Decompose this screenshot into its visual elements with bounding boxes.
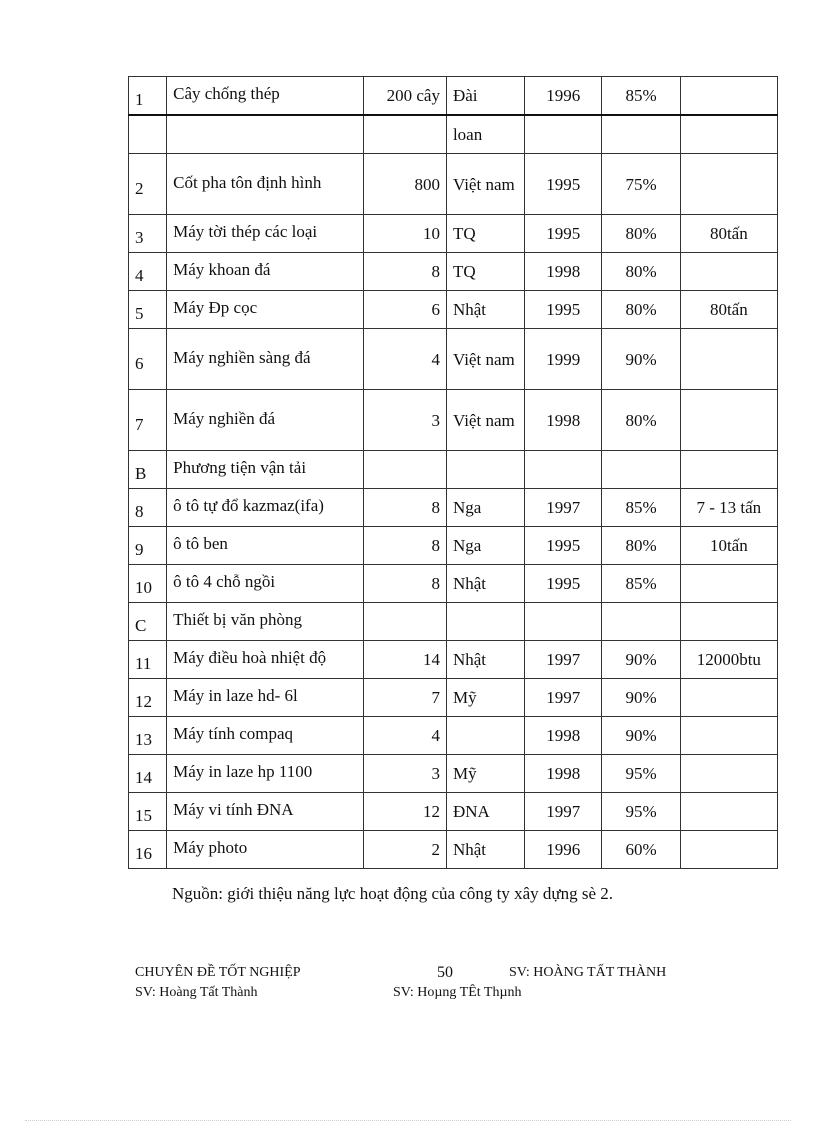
- cell-origin: Việt nam: [446, 329, 524, 390]
- cell-quantity: 10: [363, 215, 446, 253]
- cell-origin: Nhật: [446, 641, 524, 679]
- table-row: [129, 793, 778, 831]
- cell-year: 1998: [525, 755, 602, 793]
- table-row: [129, 755, 778, 793]
- cell-quantity: 12: [363, 793, 446, 831]
- cell-origin: Nhật: [446, 291, 524, 329]
- cell-remaining-value: 85%: [602, 565, 680, 603]
- cell-row-number: 16: [129, 831, 167, 869]
- cell-equipment-name: Cốt pha tôn định hình: [167, 154, 364, 215]
- cell-equipment-name: Cây chống thép: [167, 77, 364, 116]
- cell-remaining-value: 90%: [602, 641, 680, 679]
- cell-note: [680, 603, 777, 641]
- cell-equipment-name: Máy in laze hp 1100: [167, 755, 364, 793]
- cell-remaining-value: 95%: [602, 755, 680, 793]
- table-row: [129, 451, 778, 489]
- cell-note: [680, 154, 777, 215]
- cell-remaining-value: [602, 451, 680, 489]
- cell-row-number: B: [129, 451, 167, 489]
- cell-year: 1995: [525, 291, 602, 329]
- cell-remaining-value: 80%: [602, 291, 680, 329]
- cell-year: 1998: [525, 717, 602, 755]
- cell-row-number: 2: [129, 154, 167, 215]
- cell-quantity: 800: [363, 154, 446, 215]
- cell-row-number: 9: [129, 527, 167, 565]
- cell-quantity: 8: [363, 527, 446, 565]
- cell-origin: Mỹ: [446, 755, 524, 793]
- cell-quantity: 4: [363, 717, 446, 755]
- cell-remaining-value: 75%: [602, 154, 680, 215]
- cell-note: 80tấn: [680, 215, 777, 253]
- cell-note: [680, 390, 777, 451]
- table-row: [129, 154, 778, 215]
- cell-row-number: 3: [129, 215, 167, 253]
- table-row: [129, 717, 778, 755]
- cell-quantity: [363, 115, 446, 154]
- cell-year: 1995: [525, 215, 602, 253]
- cell-note: [680, 253, 777, 291]
- cell-note: [680, 451, 777, 489]
- source-note: Nguồn: giới thiệu năng lực hoạt động của công ty xây dựng sè 2.: [172, 884, 614, 903]
- cell-remaining-value: 85%: [602, 489, 680, 527]
- cell-remaining-value: 90%: [602, 679, 680, 717]
- cell-year: 1996: [525, 77, 602, 116]
- cell-remaining-value: 95%: [602, 793, 680, 831]
- cell-year: [525, 115, 602, 154]
- cell-row-number: 11: [129, 641, 167, 679]
- footer-student: SV: HOÀNG TẤT THÀNH: [509, 965, 667, 980]
- page-number: 50: [437, 964, 453, 981]
- table-row: [129, 489, 778, 527]
- cell-equipment-name: Máy photo: [167, 831, 364, 869]
- cell-note: [680, 755, 777, 793]
- footer-author-garbled: SV: Hoµng TÊt Thµnh: [393, 985, 522, 1000]
- cell-equipment-name: Máy nghiền đá: [167, 390, 364, 451]
- cell-row-number: 12: [129, 679, 167, 717]
- cell-year: 1998: [525, 390, 602, 451]
- cell-remaining-value: 80%: [602, 215, 680, 253]
- cell-year: 1995: [525, 565, 602, 603]
- cell-equipment-name: Máy in laze hd- 6l: [167, 679, 364, 717]
- cell-origin: Nga: [446, 489, 524, 527]
- cell-quantity: [363, 451, 446, 489]
- cell-equipment-name: ô tô ben: [167, 527, 364, 565]
- cell-row-number: 7: [129, 390, 167, 451]
- cell-note: 80tấn: [680, 291, 777, 329]
- cell-remaining-value: [602, 115, 680, 154]
- cell-origin: [446, 451, 524, 489]
- cell-origin: TQ: [446, 215, 524, 253]
- cell-origin: [446, 603, 524, 641]
- cell-note: [680, 831, 777, 869]
- cell-row-number: 14: [129, 755, 167, 793]
- cell-note: 12000btu: [680, 641, 777, 679]
- cell-remaining-value: 85%: [602, 77, 680, 116]
- table-row: [129, 527, 778, 565]
- table-row: [129, 831, 778, 869]
- cell-origin: ĐNA: [446, 793, 524, 831]
- cell-year: 1997: [525, 641, 602, 679]
- cell-year: 1997: [525, 489, 602, 527]
- equipment-table-body: [129, 77, 778, 869]
- cell-remaining-value: 90%: [602, 717, 680, 755]
- table-row: [129, 390, 778, 451]
- cell-year: [525, 451, 602, 489]
- cell-year: 1999: [525, 329, 602, 390]
- cell-note: 7 - 13 tấn: [680, 489, 777, 527]
- cell-year: 1997: [525, 793, 602, 831]
- cell-equipment-name: Phương tiện vận tải: [167, 451, 364, 489]
- cell-row-number: 13: [129, 717, 167, 755]
- cell-row-number: 5: [129, 291, 167, 329]
- cell-year: 1998: [525, 253, 602, 291]
- cell-equipment-name: Máy khoan đá: [167, 253, 364, 291]
- cell-note: [680, 679, 777, 717]
- cell-equipment-name: ô tô 4 chỗ ngồi: [167, 565, 364, 603]
- cell-quantity: [363, 603, 446, 641]
- cell-year: 1997: [525, 679, 602, 717]
- cell-note: [680, 77, 777, 116]
- table-row: [129, 291, 778, 329]
- cell-row-number: C: [129, 603, 167, 641]
- cell-origin: Nga: [446, 527, 524, 565]
- cell-year: 1995: [525, 154, 602, 215]
- cell-equipment-name: Máy Đp cọc: [167, 291, 364, 329]
- cell-year: 1996: [525, 831, 602, 869]
- cell-remaining-value: 60%: [602, 831, 680, 869]
- cell-note: [680, 329, 777, 390]
- cell-year: 1995: [525, 527, 602, 565]
- footer-author: SV: Hoàng Tất Thành: [135, 985, 258, 1000]
- cell-origin: TQ: [446, 253, 524, 291]
- table-row: [129, 329, 778, 390]
- cell-origin: Việt nam: [446, 154, 524, 215]
- table-row: [129, 215, 778, 253]
- cell-row-number: 1: [129, 77, 167, 116]
- cell-origin: Việt nam: [446, 390, 524, 451]
- cell-origin: Mỹ: [446, 679, 524, 717]
- cell-note: 10tấn: [680, 527, 777, 565]
- cell-equipment-name: Máy nghiền sàng đá: [167, 329, 364, 390]
- cell-quantity: 3: [363, 390, 446, 451]
- cell-row-number: 4: [129, 253, 167, 291]
- cell-row-number: 6: [129, 329, 167, 390]
- cell-remaining-value: 80%: [602, 390, 680, 451]
- cell-equipment-name: ô tô tự đổ kazmaz(ifa): [167, 489, 364, 527]
- cell-quantity: 8: [363, 565, 446, 603]
- cell-quantity: 200 cây: [363, 77, 446, 116]
- equipment-table: [128, 76, 778, 869]
- cell-row-number: 15: [129, 793, 167, 831]
- cell-quantity: 8: [363, 489, 446, 527]
- cell-equipment-name: Thiết bị văn phòng: [167, 603, 364, 641]
- cell-origin: Nhật: [446, 831, 524, 869]
- cell-equipment-name: Máy vi tính ĐNA: [167, 793, 364, 831]
- cell-note: [680, 793, 777, 831]
- page-bottom-rule: [25, 1120, 791, 1121]
- cell-note: [680, 565, 777, 603]
- cell-row-number: 10: [129, 565, 167, 603]
- cell-origin: Nhật: [446, 565, 524, 603]
- cell-quantity: 8: [363, 253, 446, 291]
- table-row: [129, 77, 778, 116]
- cell-quantity: 3: [363, 755, 446, 793]
- cell-quantity: 4: [363, 329, 446, 390]
- cell-origin: loan: [446, 115, 524, 154]
- cell-year: [525, 603, 602, 641]
- cell-equipment-name: Máy tính compaq: [167, 717, 364, 755]
- cell-row-number: [129, 115, 167, 154]
- cell-quantity: 14: [363, 641, 446, 679]
- cell-note: [680, 717, 777, 755]
- cell-equipment-name: Máy điều hoà nhiệt độ: [167, 641, 364, 679]
- cell-equipment-name: [167, 115, 364, 154]
- cell-remaining-value: [602, 603, 680, 641]
- cell-remaining-value: 80%: [602, 527, 680, 565]
- cell-note: [680, 115, 777, 154]
- cell-quantity: 2: [363, 831, 446, 869]
- cell-remaining-value: 90%: [602, 329, 680, 390]
- table-row: [129, 115, 778, 154]
- cell-remaining-value: 80%: [602, 253, 680, 291]
- table-row: [129, 679, 778, 717]
- table-row: [129, 603, 778, 641]
- cell-quantity: 7: [363, 679, 446, 717]
- cell-row-number: 8: [129, 489, 167, 527]
- table-row: [129, 565, 778, 603]
- table-row: [129, 253, 778, 291]
- cell-quantity: 6: [363, 291, 446, 329]
- cell-origin: [446, 717, 524, 755]
- table-row: [129, 641, 778, 679]
- footer-title: CHUYÊN ĐỀ TỐT NGHIỆP: [135, 965, 301, 980]
- cell-origin: Đài: [446, 77, 524, 116]
- cell-equipment-name: Máy tời thép các loại: [167, 215, 364, 253]
